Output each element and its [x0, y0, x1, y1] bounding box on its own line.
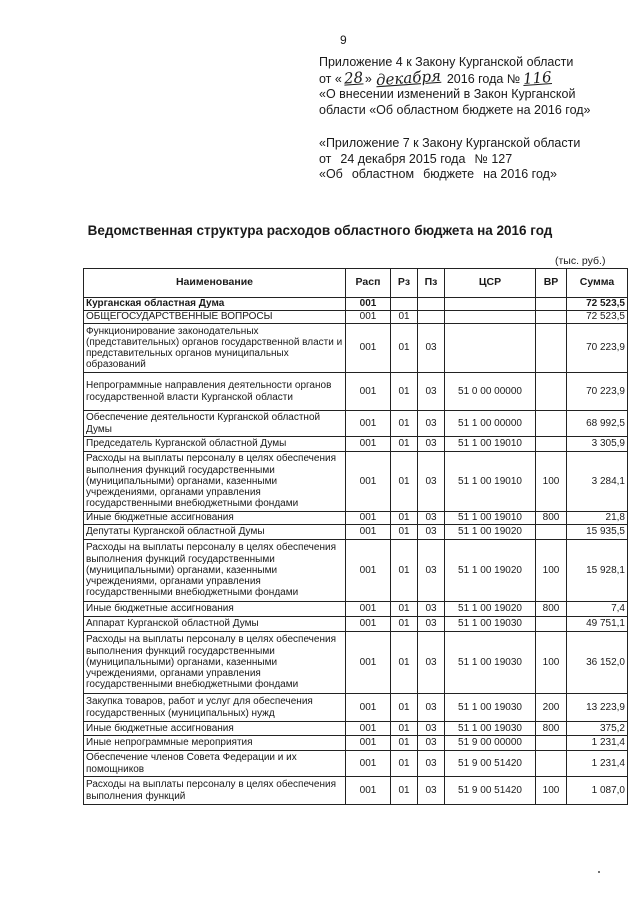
cell-pz: 03 — [418, 632, 445, 694]
cell-rasp: 001 — [346, 311, 391, 324]
reference-line-3 — [319, 167, 619, 183]
cell-rz: 01 — [391, 540, 418, 602]
cell-sum: 3 284,1 — [567, 452, 628, 512]
table-row — [84, 437, 628, 452]
cell-sum: 375,2 — [567, 722, 628, 736]
cell-csr — [445, 324, 536, 373]
cell-csr: 51 1 00 00000 — [445, 411, 536, 437]
table-row — [84, 540, 628, 602]
cell-csr: 51 1 00 19030 — [445, 694, 536, 722]
table-row — [84, 512, 628, 525]
cell-name: Расходы на выплаты персоналу в целях обеспечения выполнения функций государственными (муниципальными) органами, казенными учреждениями, органами управления государственными внебюджетными фондами — [84, 452, 346, 512]
reference-number: № 127 — [474, 151, 513, 166]
cell-vr — [536, 736, 567, 751]
cell-rz: 01 — [391, 617, 418, 632]
cell-rz: 01 — [391, 694, 418, 722]
cell-sum: 1 087,0 — [567, 777, 628, 805]
table-row — [84, 373, 628, 411]
cell-name: Аппарат Курганской областной Думы — [84, 617, 346, 632]
cell-rz: 01 — [391, 324, 418, 373]
table-row — [84, 722, 628, 736]
cell-name: Депутаты Курганской областной Думы — [84, 525, 346, 540]
cell-csr: 51 0 00 00000 — [445, 373, 536, 411]
cell-rz: 01 — [391, 452, 418, 512]
cell-csr: 51 1 00 19020 — [445, 525, 536, 540]
header-name: Наименование — [84, 269, 346, 298]
cell-rasp: 001 — [346, 324, 391, 373]
reference-word-4: на 2016 год» — [483, 167, 557, 181]
cell-pz: 03 — [418, 512, 445, 525]
cell-sum: 15 928,1 — [567, 540, 628, 602]
cell-rz: 01 — [391, 311, 418, 324]
cell-vr — [536, 311, 567, 324]
cell-rasp: 001 — [346, 437, 391, 452]
cell-name: Функционирование законодательных (представительных) органов государственной власти и представительных органов муниципальных образований — [84, 324, 346, 373]
cell-csr: 51 1 00 19030 — [445, 632, 536, 694]
cell-vr: 100 — [536, 540, 567, 602]
header-line-3: «О внесении изменений в Закон Курганской — [319, 87, 576, 101]
cell-sum: 15 935,5 — [567, 525, 628, 540]
handwritten-law-number: 116 — [522, 67, 553, 88]
cell-csr — [445, 298, 536, 311]
cell-rasp: 001 — [346, 694, 391, 722]
cell-name: Закупка товаров, работ и услуг для обеспечения государственных (муниципальных) нужд — [84, 694, 346, 722]
table-row — [84, 298, 628, 311]
cell-pz: 03 — [418, 437, 445, 452]
cell-name: Обеспечение членов Совета Федерации и их помощников — [84, 751, 346, 777]
cell-rz: 01 — [391, 512, 418, 525]
cell-vr: 100 — [536, 777, 567, 805]
table-row — [84, 617, 628, 632]
cell-pz: 03 — [418, 736, 445, 751]
cell-sum: 21,8 — [567, 512, 628, 525]
cell-pz: 03 — [418, 452, 445, 512]
cell-vr — [536, 525, 567, 540]
table-row — [84, 694, 628, 722]
reference-line-1: «Приложение 7 к Закону Курганской области — [319, 136, 581, 150]
cell-rasp: 001 — [346, 298, 391, 311]
cell-rasp: 001 — [346, 777, 391, 805]
cell-rasp: 001 — [346, 632, 391, 694]
cell-csr: 51 1 00 19020 — [445, 540, 536, 602]
table-row — [84, 751, 628, 777]
table-row — [84, 632, 628, 694]
header-date-prefix: от « — [319, 71, 342, 86]
cell-vr — [536, 411, 567, 437]
cell-name: Расходы на выплаты персоналу в целях обеспечения выполнения функций — [84, 777, 346, 805]
cell-rz: 01 — [391, 736, 418, 751]
header-pz: Пз — [418, 269, 445, 298]
cell-sum: 68 992,5 — [567, 411, 628, 437]
cell-rz: 01 — [391, 373, 418, 411]
cell-sum: 70 223,9 — [567, 373, 628, 411]
cell-rasp: 001 — [346, 512, 391, 525]
cell-sum: 70 223,9 — [567, 324, 628, 373]
reference-word-3: бюджете — [423, 167, 475, 181]
header-csr: ЦСР — [445, 269, 536, 298]
header-sum: Сумма — [567, 269, 628, 298]
budget-table — [83, 268, 628, 805]
cell-rasp: 001 — [346, 540, 391, 602]
cell-csr: 51 9 00 51420 — [445, 777, 536, 805]
cell-rz — [391, 298, 418, 311]
cell-rz: 01 — [391, 632, 418, 694]
cell-rz: 01 — [391, 751, 418, 777]
cell-rasp: 001 — [346, 602, 391, 617]
cell-sum: 36 152,0 — [567, 632, 628, 694]
cell-name: Председатель Курганской областной Думы — [84, 437, 346, 452]
handwritten-month: декабря — [375, 66, 442, 89]
cell-rz: 01 — [391, 722, 418, 736]
cell-vr — [536, 437, 567, 452]
appendix-header — [319, 55, 619, 118]
cell-pz — [418, 298, 445, 311]
table-row — [84, 777, 628, 805]
cell-vr — [536, 373, 567, 411]
cell-vr: 100 — [536, 632, 567, 694]
cell-name: Курганская областная Дума — [84, 298, 346, 311]
header-rz: Рз — [391, 269, 418, 298]
cell-vr: 800 — [536, 722, 567, 736]
cell-vr: 100 — [536, 452, 567, 512]
cell-vr: 800 — [536, 602, 567, 617]
table-row — [84, 452, 628, 512]
cell-rz: 01 — [391, 777, 418, 805]
cell-csr: 51 9 00 51420 — [445, 751, 536, 777]
cell-rz: 01 — [391, 437, 418, 452]
table-row — [84, 525, 628, 540]
cell-rasp: 001 — [346, 411, 391, 437]
reference-line-2 — [319, 152, 619, 168]
reference-date: 24 декабря 2015 года — [340, 151, 466, 166]
cell-rz: 01 — [391, 411, 418, 437]
cell-vr — [536, 298, 567, 311]
cell-csr: 51 9 00 00000 — [445, 736, 536, 751]
cell-csr: 51 1 00 19010 — [445, 512, 536, 525]
cell-pz: 03 — [418, 694, 445, 722]
document-title: Ведомственная структура расходов областного бюджета на 2016 год — [87, 223, 553, 238]
reference-word-2: областном — [351, 167, 415, 181]
header-vr: ВР — [536, 269, 567, 298]
cell-sum: 1 231,4 — [567, 736, 628, 751]
cell-csr: 51 1 00 19030 — [445, 617, 536, 632]
cell-sum: 72 523,5 — [567, 311, 628, 324]
cell-rasp: 001 — [346, 722, 391, 736]
header-line-1: Приложение 4 к Закону Курганской области — [319, 55, 574, 69]
cell-name: Непрограммные направления деятельности органов государственной власти Курганской области — [84, 373, 346, 411]
cell-name: Иные бюджетные ассигнования — [84, 722, 346, 736]
cell-pz: 03 — [418, 602, 445, 617]
cell-vr — [536, 751, 567, 777]
cell-name: ОБЩЕГОСУДАРСТВЕННЫЕ ВОПРОСЫ — [84, 311, 346, 324]
cell-pz: 03 — [418, 411, 445, 437]
cell-csr: 51 1 00 19010 — [445, 452, 536, 512]
cell-csr: 51 1 00 19030 — [445, 722, 536, 736]
cell-pz: 03 — [418, 373, 445, 411]
header-line-2 — [319, 66, 619, 89]
reference-from: от — [319, 151, 332, 166]
cell-rasp: 001 — [346, 452, 391, 512]
cell-rasp: 001 — [346, 736, 391, 751]
cell-pz: 03 — [418, 525, 445, 540]
cell-name: Расходы на выплаты персоналу в целях обеспечения выполнения функций государственными (муниципальными) органами, казенными учреждениями, органами управления государственными внебюджетными фондами — [84, 632, 346, 694]
cell-vr — [536, 324, 567, 373]
table-header-row — [84, 269, 628, 298]
cell-sum: 3 305,9 — [567, 437, 628, 452]
header-date-quote: » — [364, 71, 372, 86]
header-year: 2016 года № — [446, 71, 521, 86]
cell-name: Иные бюджетные ассигнования — [84, 602, 346, 617]
table-row — [84, 311, 628, 324]
table-row — [84, 602, 628, 617]
cell-pz — [418, 311, 445, 324]
handwritten-day: 28 — [343, 67, 364, 88]
cell-name: Обеспечение деятельности Курганской областной Думы — [84, 411, 346, 437]
cell-rz: 01 — [391, 525, 418, 540]
cell-name: Расходы на выплаты персоналу в целях обеспечения выполнения функций государственными (муниципальными) органами, казенными учреждениями, органами управления государственными внебюджетными фондами — [84, 540, 346, 602]
cell-name: Иные бюджетные ассигнования — [84, 512, 346, 525]
cell-name: Иные непрограммные мероприятия — [84, 736, 346, 751]
cell-sum: 72 523,5 — [567, 298, 628, 311]
cell-pz: 03 — [418, 777, 445, 805]
reference-block — [319, 136, 619, 183]
header-rasp: Расп — [346, 269, 391, 298]
cell-rz: 01 — [391, 602, 418, 617]
cell-rasp: 001 — [346, 525, 391, 540]
cell-rasp: 001 — [346, 617, 391, 632]
cell-rasp: 001 — [346, 373, 391, 411]
page-number: 9 — [340, 33, 347, 47]
cell-pz: 03 — [418, 722, 445, 736]
cell-csr — [445, 311, 536, 324]
cell-vr — [536, 617, 567, 632]
cell-pz: 03 — [418, 751, 445, 777]
cell-sum: 1 231,4 — [567, 751, 628, 777]
cell-vr: 200 — [536, 694, 567, 722]
table-row — [84, 736, 628, 751]
cell-pz: 03 — [418, 617, 445, 632]
cell-sum: 13 223,9 — [567, 694, 628, 722]
cell-csr: 51 1 00 19020 — [445, 602, 536, 617]
scan-speck — [598, 871, 600, 873]
reference-word-1: «Об — [319, 167, 343, 181]
units-label: (тыс. руб.) — [555, 255, 606, 267]
table-row — [84, 324, 628, 373]
table-row — [84, 411, 628, 437]
cell-sum: 49 751,1 — [567, 617, 628, 632]
header-line-4: области «Об областном бюджете на 2016 год» — [319, 102, 591, 117]
cell-vr: 800 — [536, 512, 567, 525]
cell-pz: 03 — [418, 324, 445, 373]
cell-rasp: 001 — [346, 751, 391, 777]
cell-pz: 03 — [418, 540, 445, 602]
cell-sum: 7,4 — [567, 602, 628, 617]
cell-csr: 51 1 00 19010 — [445, 437, 536, 452]
